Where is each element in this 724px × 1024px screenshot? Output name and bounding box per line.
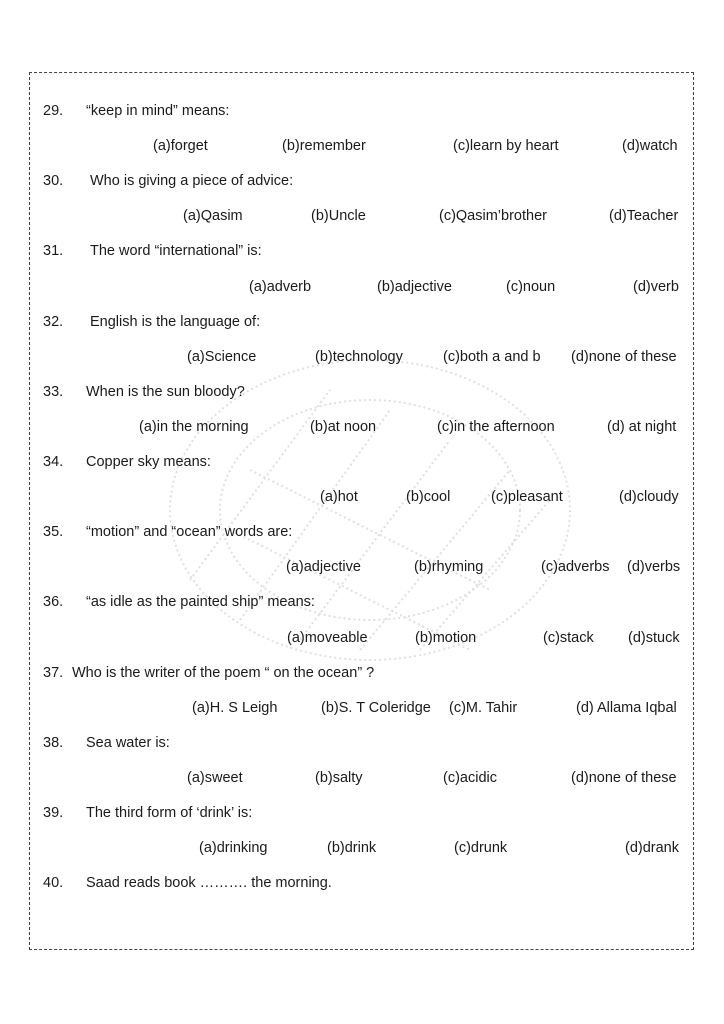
option-c: (c)both a and b [443,349,541,365]
option-c: (c)M. Tahir [449,700,518,716]
option-d: (d)Teacher [609,208,679,224]
question-number: 33. [43,384,64,400]
question-number: 39. [43,805,64,821]
option-c: (c)pleasant [491,489,563,505]
question-number: 40. [43,875,64,891]
options-row [0,279,682,299]
question-number: 29. [43,103,64,119]
question-32 [43,314,663,334]
options-row [0,700,682,720]
question-30 [43,173,663,193]
question-33 [43,384,663,404]
question-text: Who is the writer of the poem “ on the ocean” ? [72,665,375,681]
option-d: (d)drank [625,840,679,856]
option-b: (b)motion [415,630,477,646]
option-c: (c)adverbs [541,559,610,575]
option-d: (d)none of these [571,349,677,365]
question-31 [43,243,663,263]
option-c: (c)acidic [443,770,497,786]
option-b: (b)Uncle [311,208,366,224]
option-c: (c)in the afternoon [437,419,555,435]
option-b: (b)salty [315,770,363,786]
option-b: (b)rhyming [414,559,484,575]
question-38 [43,735,663,755]
option-c: (c)drunk [454,840,508,856]
option-c: (c)learn by heart [453,138,559,154]
options-row [0,208,682,228]
option-a: (a)forget [153,138,208,154]
question-number: 35. [43,524,64,540]
option-a: (a)hot [320,489,358,505]
option-b: (b)technology [315,349,403,365]
options-row [0,349,682,369]
option-d: (d)none of these [571,770,677,786]
question-number: 30. [43,173,64,189]
option-b: (b)at noon [310,419,377,435]
option-d: (d) at night [607,419,677,435]
option-d: (d)watch [622,138,678,154]
options-row [0,138,682,158]
question-34 [43,454,663,474]
option-a: (a)adverb [249,279,312,295]
question-number: 32. [43,314,64,330]
question-text: The third form of ‘drink’ is: [86,805,253,821]
option-c: (c)stack [543,630,594,646]
question-35 [43,524,663,544]
options-row [0,840,682,860]
option-d: (d)cloudy [619,489,679,505]
question-39 [43,805,663,825]
option-a: (a)adjective [286,559,361,575]
question-text: “as idle as the painted ship” means: [86,594,315,610]
question-text: Who is giving a piece of advice: [90,173,294,189]
option-d: (d)verb [633,279,679,295]
question-text: The word “international” is: [90,243,262,259]
option-c: (c)Qasim’brother [439,208,547,224]
question-number: 31. [43,243,64,259]
question-36 [43,594,663,614]
question-text: When is the sun bloody? [86,384,245,400]
option-d: (d) Allama Iqbal [576,700,677,716]
question-29 [43,103,663,123]
question-number: 34. [43,454,64,470]
question-number: 36. [43,594,64,610]
question-text: Copper sky means: [86,454,211,470]
question-text: “keep in mind” means: [86,103,230,119]
options-row [0,419,682,439]
option-a: (a)sweet [187,770,243,786]
option-a: (a)H. S Leigh [192,700,278,716]
question-37 [43,665,663,685]
question-text: English is the language of: [90,314,261,330]
option-a: (a)in the morning [139,419,249,435]
options-row [0,770,682,790]
options-row [0,630,682,650]
question-number: 38. [43,735,64,751]
option-a: (a)Science [187,349,257,365]
option-b: (b)adjective [377,279,452,295]
question-40 [43,875,663,895]
question-text: “motion” and “ocean” words are: [86,524,293,540]
question-text: Saad reads book ………. the morning. [86,875,332,891]
option-d: (d)stuck [628,630,680,646]
option-b: (b)S. T Coleridge [321,700,431,716]
option-a: (a)Qasim [183,208,243,224]
question-number: 37. [43,665,64,681]
option-a: (a)moveable [287,630,368,646]
option-a: (a)drinking [199,840,268,856]
option-c: (c)noun [506,279,556,295]
options-row [0,559,682,579]
options-row [0,489,682,509]
option-d: (d)verbs [627,559,681,575]
option-b: (b)cool [406,489,451,505]
option-b: (b)remember [282,138,366,154]
question-text: Sea water is: [86,735,170,751]
option-b: (b)drink [327,840,377,856]
